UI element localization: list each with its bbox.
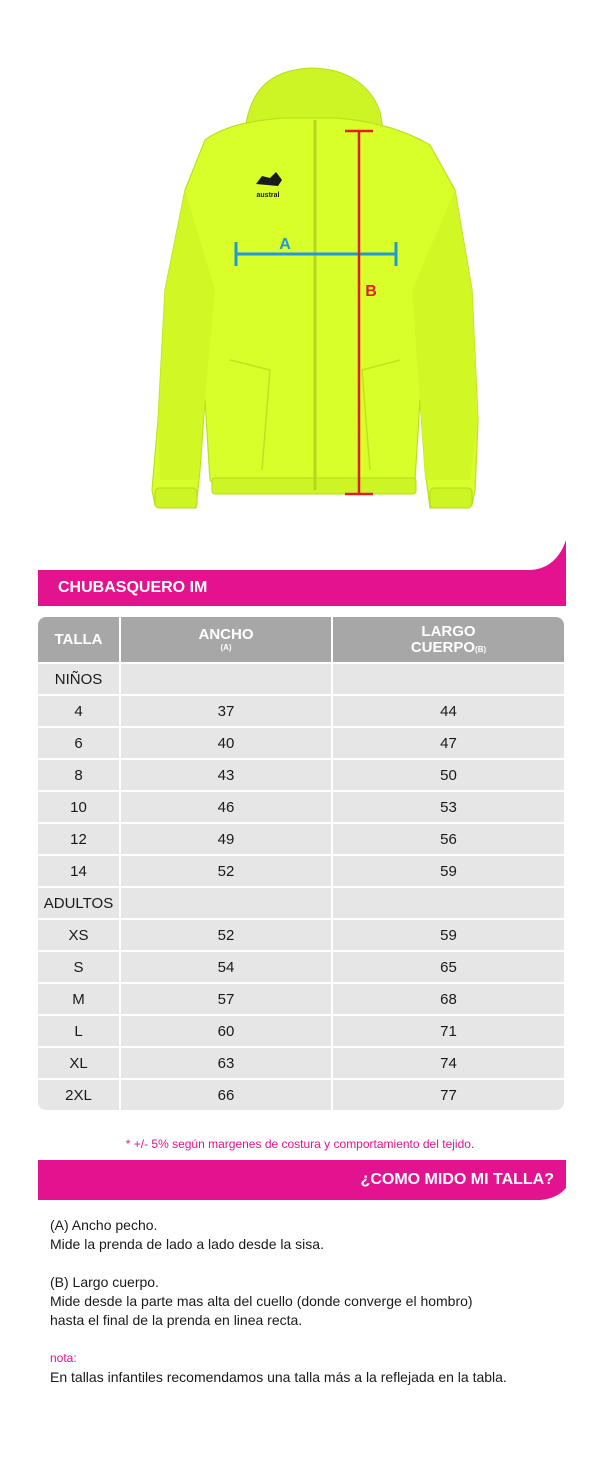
cell-talla: 4	[38, 696, 119, 726]
table-row	[38, 1080, 566, 1110]
group-adultos-text: ADULTOS	[43, 894, 114, 912]
cell-talla: 8	[38, 760, 119, 790]
cell-largo: 59	[333, 920, 564, 950]
cell-talla: L	[38, 1016, 119, 1046]
cell-ancho: 37	[121, 696, 331, 726]
nota-label: nota:	[50, 1351, 77, 1365]
cell-largo: 53	[333, 792, 564, 822]
nota-text: En tallas infantiles recomendamos una talla más a la reflejada en la tabla.	[50, 1369, 507, 1385]
cell-talla: 10	[38, 792, 119, 822]
header-ancho	[121, 617, 331, 662]
cell-largo: 56	[333, 824, 564, 854]
how-to-title: ¿COMO MIDO MI TALLA?	[360, 1171, 554, 1188]
cell-largo: 47	[333, 728, 564, 758]
measure-b-label: B	[365, 283, 377, 300]
instruction-a-text: Mide la prenda de lado a lado desde la sisa.	[50, 1236, 324, 1252]
cell-talla: 2XL	[38, 1080, 119, 1110]
product-title: CHUBASQUERO IM	[58, 579, 208, 596]
cell-largo: 71	[333, 1016, 564, 1046]
cell-ancho: 46	[121, 792, 331, 822]
header-largo-line1: LARGO	[421, 622, 476, 640]
jacket-image	[0, 0, 600, 540]
cell-ancho: 43	[121, 760, 331, 790]
instruction-b-title: (B) Largo cuerpo.	[50, 1274, 159, 1290]
instruction-b-text1: Mide desde la parte mas alta del cuello (donde converge el hombro)	[50, 1293, 473, 1309]
table-row	[38, 728, 566, 758]
cell-talla: 12	[38, 824, 119, 854]
product-title-banner	[38, 540, 566, 606]
cell-largo: 77	[333, 1080, 564, 1110]
cell-largo: 44	[333, 696, 564, 726]
table-body	[38, 664, 566, 1110]
group-adultos-empty-ancho	[121, 888, 331, 918]
nota-block	[50, 1349, 570, 1387]
jacket-illustration	[0, 0, 600, 540]
cell-largo: 50	[333, 760, 564, 790]
cell-ancho: 66	[121, 1080, 331, 1110]
table-row	[38, 856, 566, 886]
cell-largo: 59	[333, 856, 564, 886]
table-row	[38, 760, 566, 790]
cell-talla: XS	[38, 920, 119, 950]
measure-a-label: A	[279, 236, 291, 253]
group-ninos-label	[38, 664, 119, 694]
group-ninos-empty-largo	[333, 664, 564, 694]
header-largo-line2-text: CUERPO	[410, 638, 476, 656]
header-largo-sub: (B)	[475, 644, 487, 654]
cell-ancho: 54	[121, 952, 331, 982]
table-row	[38, 920, 566, 950]
table-row	[38, 792, 566, 822]
cell-largo: 68	[333, 984, 564, 1014]
header-largo	[333, 617, 564, 662]
how-to-banner	[38, 1160, 566, 1200]
cell-ancho: 49	[121, 824, 331, 854]
table-row	[38, 984, 566, 1014]
group-adultos	[38, 888, 566, 918]
cell-talla: 14	[38, 856, 119, 886]
footnote: * +/- 5% según margenes de costura y comportamiento del tejido.	[125, 1137, 475, 1151]
size-table	[38, 617, 566, 1112]
cell-ancho: 57	[121, 984, 331, 1014]
header-talla: TALLA	[38, 617, 119, 662]
table-row	[38, 1016, 566, 1046]
group-adultos-label	[38, 888, 119, 918]
table-header-row	[38, 617, 566, 662]
instruction-a	[50, 1216, 570, 1254]
header-ancho-sub: (A)	[220, 643, 232, 652]
table-row	[38, 952, 566, 982]
cell-talla: XL	[38, 1048, 119, 1078]
cell-largo: 74	[333, 1048, 564, 1078]
instruction-a-title: (A) Ancho pecho.	[50, 1217, 158, 1233]
group-ninos-empty-ancho	[121, 664, 331, 694]
instruction-b	[50, 1273, 570, 1330]
group-ninos	[38, 664, 566, 694]
header-largo-line2	[411, 640, 486, 656]
cell-talla: S	[38, 952, 119, 982]
instruction-b-text2: hasta el final de la prenda en linea recta.	[50, 1312, 303, 1328]
header-ancho-label: ANCHO	[198, 626, 254, 643]
table-row	[38, 824, 566, 854]
group-ninos-text: NIÑOS	[54, 670, 103, 688]
table-row	[38, 1048, 566, 1078]
cell-talla: M	[38, 984, 119, 1014]
svg-text:austral: austral	[256, 192, 280, 199]
cell-talla: 6	[38, 728, 119, 758]
cell-largo: 65	[333, 952, 564, 982]
cell-ancho: 52	[121, 856, 331, 886]
cell-ancho: 52	[121, 920, 331, 950]
cell-ancho: 63	[121, 1048, 331, 1078]
table-row	[38, 696, 566, 726]
cell-ancho: 60	[121, 1016, 331, 1046]
group-adultos-empty-largo	[333, 888, 564, 918]
cell-ancho: 40	[121, 728, 331, 758]
